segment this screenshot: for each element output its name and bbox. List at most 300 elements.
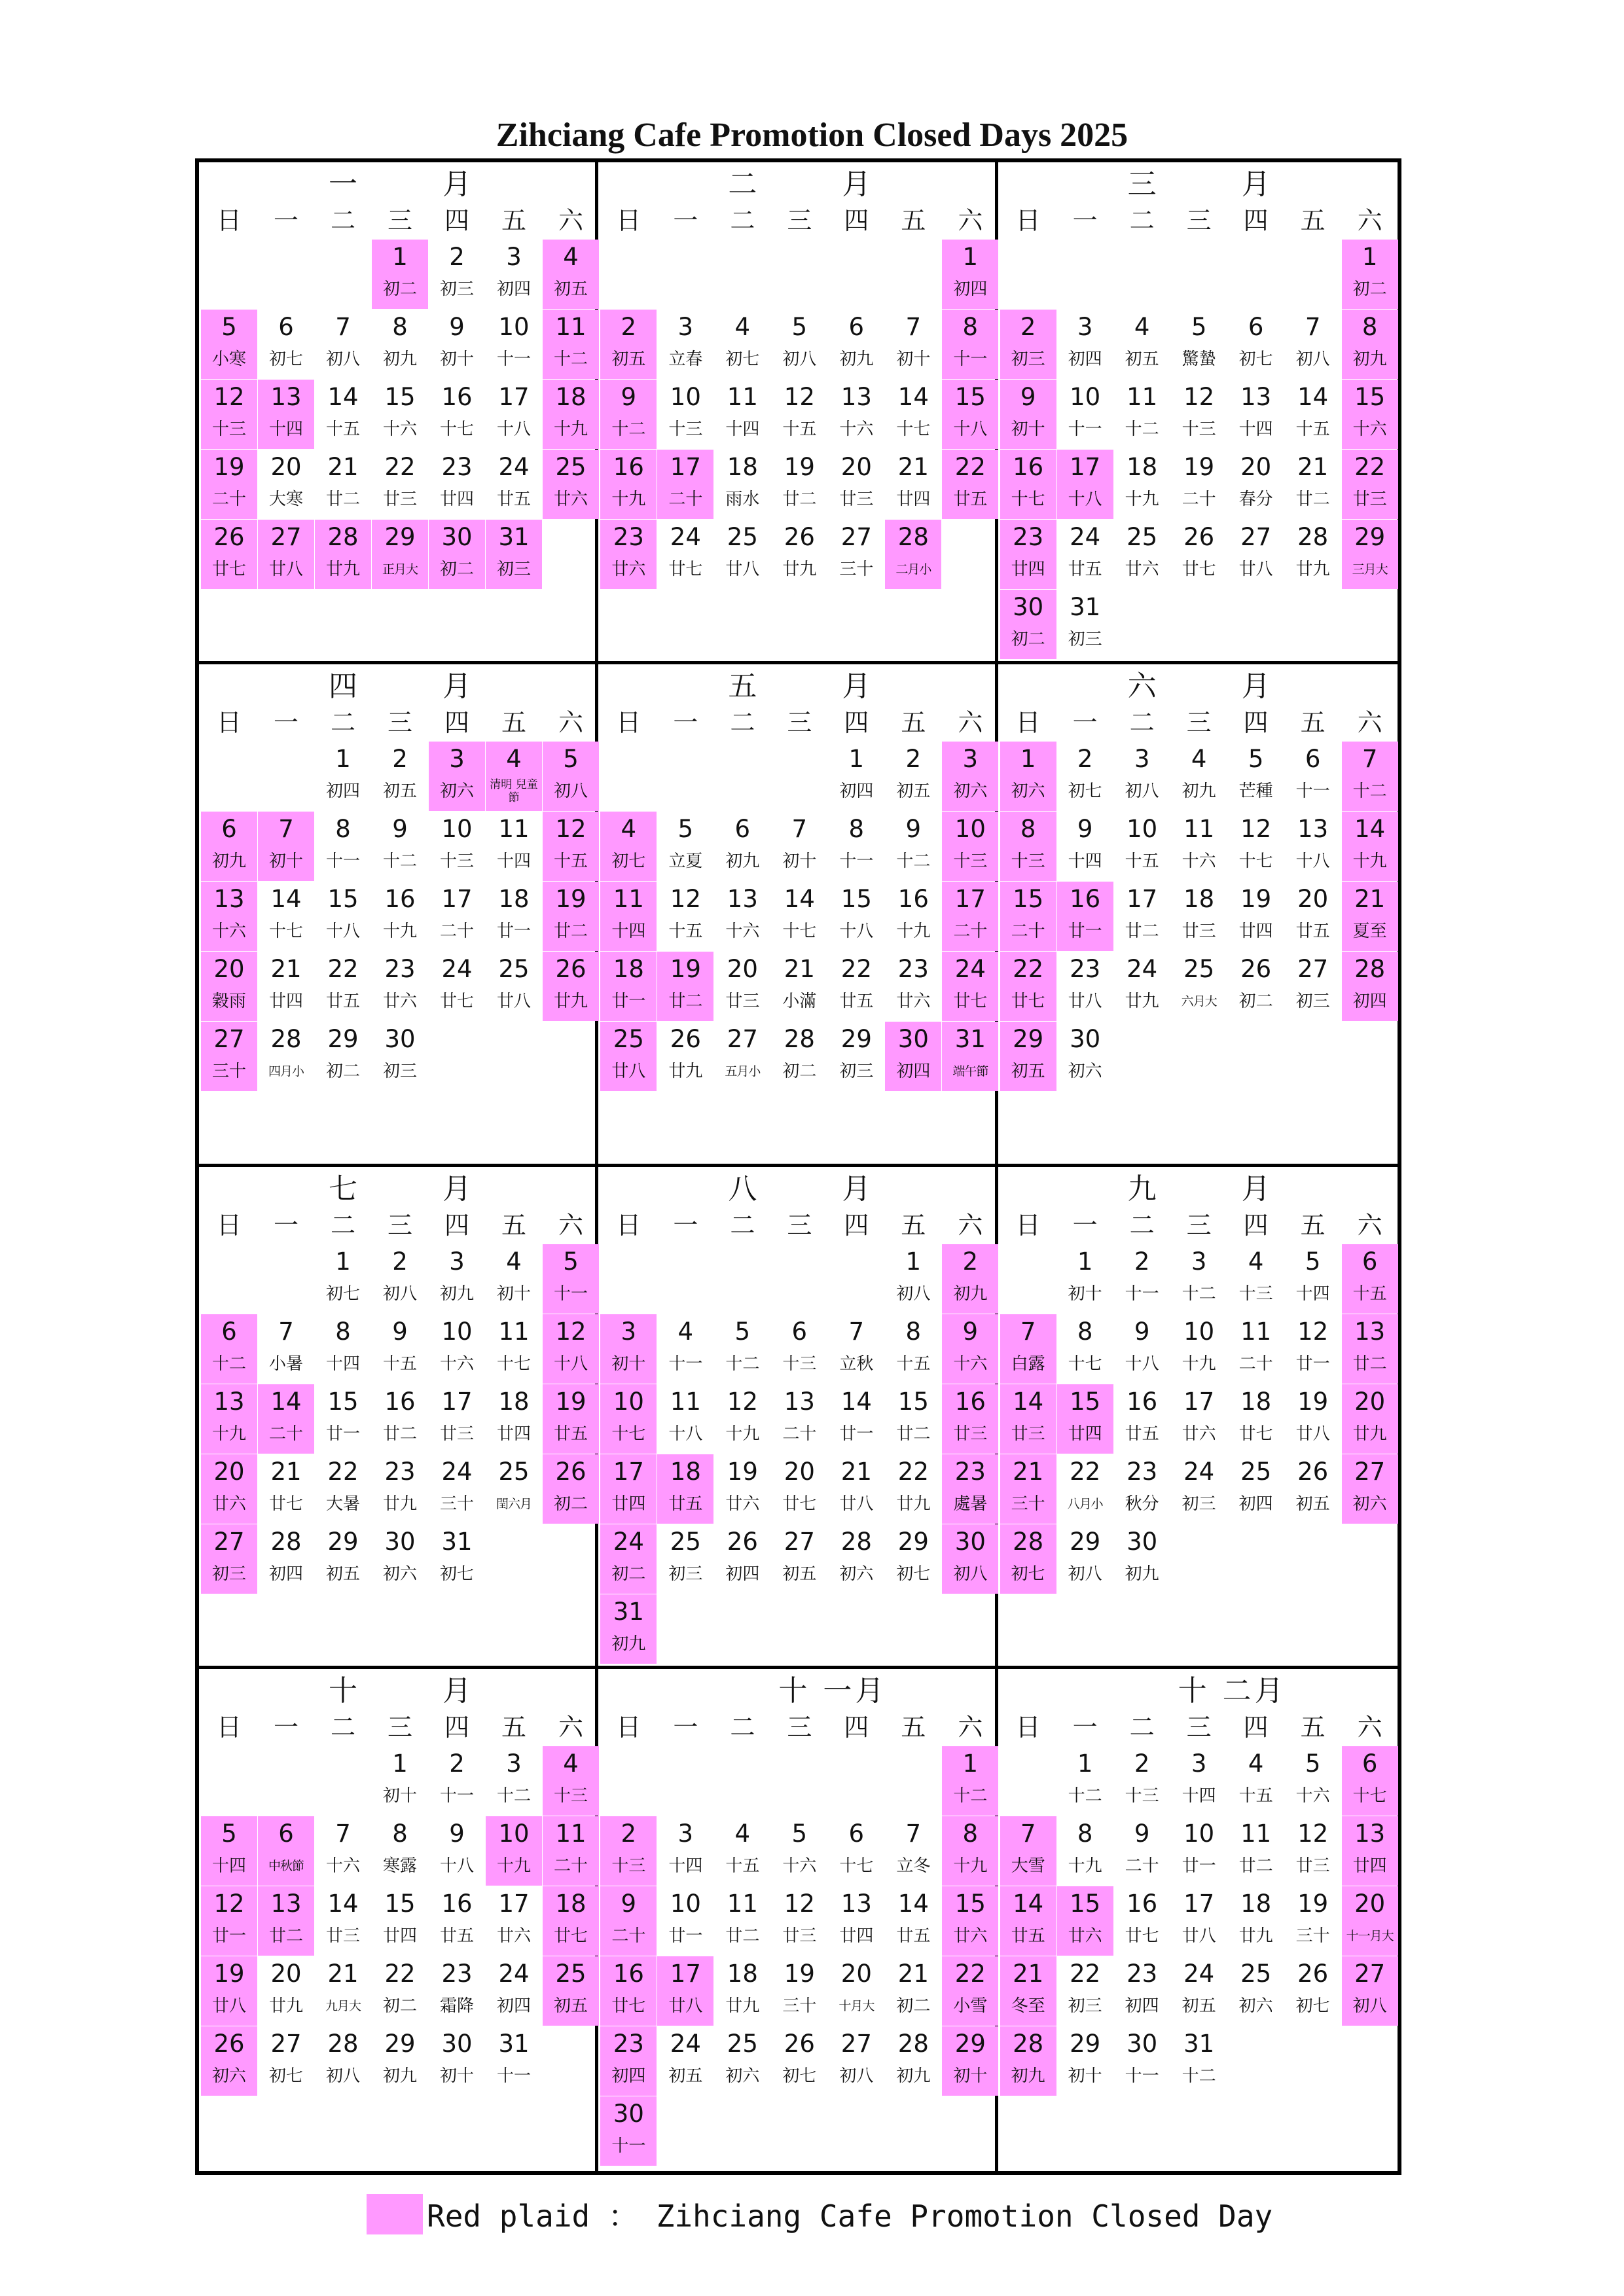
- lunar-date: 初十: [1011, 420, 1045, 439]
- lunar-date: 初十: [782, 852, 817, 872]
- lunar-date: 廿四: [1352, 1856, 1387, 1876]
- day-cell: [1285, 1244, 1341, 1314]
- day-number: 2: [1020, 313, 1036, 341]
- month-title: [199, 166, 595, 203]
- day-cell-closed: [201, 1524, 257, 1594]
- lunar-date: 廿七: [668, 560, 703, 579]
- day-number: 16: [1127, 1387, 1158, 1416]
- day-number: 30: [1127, 1527, 1158, 1556]
- weekday-label: 二: [330, 1712, 355, 1742]
- weekday-label: 日: [1015, 1210, 1041, 1240]
- weekday-header: [199, 203, 595, 238]
- month-10: [199, 1669, 598, 2171]
- day-number: 24: [441, 1457, 473, 1486]
- day-number: 15: [327, 885, 359, 914]
- day-cell: [1228, 1956, 1284, 2026]
- day-cell-closed: [201, 882, 257, 951]
- day-number: 29: [1013, 1025, 1044, 1054]
- lunar-date: 十五: [382, 1354, 417, 1374]
- weekday-label: 三: [787, 206, 812, 235]
- lunar-date: 初七: [1068, 781, 1102, 802]
- legend-text: Red plaid ： Zihciang Cafe Promotion Closed Day: [427, 2198, 1273, 2234]
- weekday-label: 三: [387, 1712, 412, 1742]
- day-cell: [429, 1886, 485, 1956]
- weekday-label: 四: [844, 206, 869, 235]
- lunar-date: 初二: [782, 1062, 817, 1082]
- day-cell: [1171, 1384, 1227, 1454]
- weekday-label: 五: [901, 1712, 926, 1742]
- day-number: 16: [613, 453, 644, 481]
- lunar-date: 十二: [953, 1785, 988, 1806]
- day-cell: [372, 952, 428, 1021]
- weekday-header: [199, 705, 595, 740]
- day-number: 13: [213, 885, 245, 914]
- weekday-label: 六: [558, 206, 583, 235]
- day-number: 4: [563, 243, 579, 271]
- lunar-date: 十二: [553, 350, 588, 369]
- day-cell-closed: [1342, 1746, 1398, 1816]
- lunar-date: 十八: [325, 922, 360, 942]
- lunar-date: 十六: [953, 1354, 988, 1374]
- lunar-date: 十九: [1125, 490, 1159, 509]
- lunar-date: 十二: [1068, 1785, 1102, 1806]
- lunar-date: 十七: [439, 420, 474, 439]
- lunar-date: 廿二: [325, 490, 360, 509]
- day-number: 29: [897, 1527, 929, 1556]
- day-number: 3: [1134, 745, 1150, 774]
- day-cell-closed: [315, 520, 371, 589]
- day-number: 5: [563, 745, 579, 774]
- day-number: 26: [727, 1527, 758, 1556]
- day-number: 18: [613, 955, 644, 984]
- lunar-date: 廿九: [1125, 992, 1159, 1012]
- lunar-date: 白露: [1011, 1354, 1045, 1374]
- lunar-date: 春分: [1238, 490, 1273, 509]
- day-cell: [315, 1022, 371, 1091]
- day-number: 7: [1362, 745, 1378, 774]
- day-cell: [714, 1022, 770, 1091]
- day-number: 24: [498, 453, 530, 481]
- day-cell-closed: [600, 2026, 657, 2096]
- day-cell-closed: [201, 310, 257, 379]
- day-cell: [1057, 380, 1113, 449]
- day-number: 30: [384, 1527, 416, 1556]
- month-12: [998, 1669, 1398, 2171]
- lunar-date: 初十: [953, 2066, 988, 2086]
- day-cell: [828, 1454, 884, 1524]
- day-cell: [1057, 1746, 1113, 1816]
- lunar-date: 十八: [953, 420, 988, 439]
- day-cell-closed: [1000, 1886, 1056, 1956]
- month-title: [598, 668, 994, 705]
- lunar-date: 廿八: [1238, 560, 1273, 579]
- day-cell: [828, 882, 884, 951]
- day-number: 9: [621, 1889, 637, 1918]
- day-cell: [486, 380, 542, 449]
- lunar-date: 十三: [782, 1354, 817, 1374]
- lunar-date: 廿五: [668, 1494, 703, 1514]
- day-cell: [1171, 2026, 1227, 2096]
- lunar-date: 初五: [1011, 1062, 1045, 1082]
- day-number: 1: [392, 1749, 408, 1778]
- lunar-date: 十四: [725, 420, 760, 439]
- lunar-date: 廿九: [896, 1494, 931, 1514]
- day-number: 13: [840, 383, 872, 411]
- day-number: 7: [278, 1317, 294, 1346]
- lunar-date: 十二: [211, 1354, 246, 1374]
- day-cell: [1114, 310, 1170, 379]
- lunar-date: 立秋: [839, 1354, 874, 1374]
- day-number: 4: [734, 313, 751, 341]
- day-number: 22: [327, 1457, 359, 1486]
- day-cell-closed: [942, 450, 998, 519]
- day-cell: [1057, 742, 1113, 811]
- day-number: 26: [784, 2029, 815, 2058]
- lunar-date: 初七: [896, 1564, 931, 1584]
- lunar-date: 初二: [1352, 279, 1387, 299]
- day-cell: [828, 1384, 884, 1454]
- day-number: 6: [791, 1317, 808, 1346]
- day-cell: [885, 1816, 941, 1886]
- day-cell: [885, 1956, 941, 2026]
- lunar-date: 十八: [496, 420, 531, 439]
- lunar-date: 廿八: [1068, 992, 1102, 1012]
- lunar-date: 初四: [953, 279, 988, 299]
- day-cell: [1285, 380, 1341, 449]
- day-number: 30: [441, 2029, 473, 2058]
- lunar-date: 十四: [211, 1856, 246, 1876]
- day-number: 21: [897, 453, 929, 481]
- day-number: 20: [1354, 1387, 1386, 1416]
- lunar-date: 廿六: [725, 1494, 760, 1514]
- weekday-label: 二: [330, 1210, 355, 1240]
- day-number: 30: [897, 1025, 929, 1054]
- day-number: 12: [555, 815, 586, 844]
- lunar-date: 初二: [611, 1564, 646, 1584]
- day-cell: [1285, 450, 1341, 519]
- day-cell-closed: [201, 952, 257, 1021]
- lunar-date: 初三: [668, 1564, 703, 1584]
- day-cell-closed: [942, 1816, 998, 1886]
- day-cell: [1114, 1454, 1170, 1524]
- weekday-label: 六: [558, 1210, 583, 1240]
- lunar-date: 廿七: [782, 1494, 817, 1514]
- weekday-label: 一: [673, 1210, 698, 1240]
- day-cell: [429, 380, 485, 449]
- lunar-date: 廿五: [325, 992, 360, 1012]
- day-cell: [1171, 1244, 1227, 1314]
- lunar-date: 十六: [1182, 852, 1216, 872]
- day-cell: [714, 310, 770, 379]
- day-number: 19: [784, 453, 815, 481]
- day-cell: [1228, 1384, 1284, 1454]
- day-number: 5: [791, 1819, 808, 1848]
- day-cell: [1057, 1956, 1113, 2026]
- day-number: 11: [727, 1889, 758, 1918]
- lunar-date: 初八: [839, 2066, 874, 2086]
- day-number: 8: [962, 313, 979, 341]
- day-cell-closed: [600, 1956, 657, 2026]
- weekday-label: 五: [1300, 708, 1326, 738]
- day-number: 11: [670, 1387, 701, 1416]
- lunar-date: 廿六: [553, 490, 588, 509]
- day-number: 24: [954, 955, 986, 984]
- day-cell-closed: [1000, 450, 1056, 519]
- day-cell: [1285, 310, 1341, 379]
- day-cell: [258, 952, 314, 1021]
- month-title: [998, 166, 1398, 203]
- day-number: 11: [555, 313, 586, 341]
- day-cell: [771, 1022, 827, 1091]
- lunar-date: 小暑: [268, 1354, 303, 1374]
- lunar-date: 十九: [953, 1856, 988, 1876]
- day-cell: [771, 1454, 827, 1524]
- day-number: 2: [1134, 1749, 1150, 1778]
- day-number: 23: [1013, 523, 1044, 551]
- day-number: 23: [1127, 1457, 1158, 1486]
- weekday-label: 一: [1072, 708, 1098, 738]
- lunar-date: 寒露: [382, 1856, 417, 1876]
- weekday-header: [598, 705, 994, 740]
- day-number: 18: [1240, 1387, 1272, 1416]
- day-cell: [1171, 812, 1227, 881]
- day-cell: [885, 1454, 941, 1524]
- lunar-date: 初六: [1238, 1996, 1273, 2016]
- day-number: 12: [213, 1889, 245, 1918]
- day-cell-closed: [1342, 1384, 1398, 1454]
- day-number: 24: [670, 523, 701, 551]
- day-cell-closed: [600, 1816, 657, 1886]
- month-title-char: 十: [1178, 1674, 1207, 1708]
- lunar-date: 二十: [782, 1424, 817, 1444]
- weekday-label: 六: [558, 708, 583, 738]
- day-number: 27: [270, 2029, 302, 2058]
- day-number: 21: [327, 1959, 359, 1988]
- day-cell: [315, 2026, 371, 2096]
- weekday-label: 六: [958, 1210, 983, 1240]
- lunar-date: 十一月大: [1346, 1928, 1394, 1943]
- day-cell: [372, 380, 428, 449]
- day-cell-closed: [600, 812, 657, 881]
- day-number: 13: [1297, 815, 1329, 844]
- day-cell: [429, 952, 485, 1021]
- legend: [367, 2191, 1272, 2237]
- lunar-date: 初七: [611, 852, 646, 872]
- day-cell: [1114, 450, 1170, 519]
- lunar-date: 廿三: [325, 1926, 360, 1946]
- day-number: 18: [555, 383, 586, 411]
- lunar-date: 十四: [1182, 1785, 1216, 1806]
- lunar-date: 初十: [496, 1283, 531, 1304]
- day-cell-closed: [1342, 1244, 1398, 1314]
- month-title: [199, 1673, 595, 1710]
- lunar-date: 廿九: [325, 560, 360, 579]
- lunar-date: 十三: [611, 1856, 646, 1876]
- day-cell: [429, 2026, 485, 2096]
- day-number: 9: [962, 1317, 979, 1346]
- day-cell-closed: [600, 2096, 657, 2166]
- lunar-date: 初七: [1238, 350, 1273, 369]
- day-number: 17: [613, 1457, 644, 1486]
- day-cell-closed: [1000, 2026, 1056, 2096]
- day-cell-closed: [1000, 1956, 1056, 2026]
- day-number: 9: [905, 815, 922, 844]
- weekday-label: 六: [958, 1712, 983, 1742]
- day-number: 25: [727, 523, 758, 551]
- lunar-date: 初四: [1125, 1996, 1159, 2016]
- lunar-date: 廿六: [1182, 1424, 1216, 1444]
- lunar-date: 初五: [782, 1564, 817, 1584]
- day-number: 25: [498, 1457, 530, 1486]
- day-number: 9: [1134, 1819, 1150, 1848]
- day-cell: [885, 882, 941, 951]
- lunar-date: 初二: [382, 1996, 417, 2016]
- lunar-date: 十二: [1182, 2066, 1216, 2086]
- day-cell-closed: [543, 310, 599, 379]
- month-9: [998, 1167, 1398, 1669]
- day-number: 2: [621, 313, 637, 341]
- day-cell: [771, 1524, 827, 1594]
- day-cell: [1171, 742, 1227, 811]
- day-cell-closed: [201, 520, 257, 589]
- day-cell-closed: [1342, 1886, 1398, 1956]
- day-cell: [315, 882, 371, 951]
- lunar-date: 廿九: [668, 1062, 703, 1082]
- lunar-date: 初五: [1295, 1494, 1330, 1514]
- day-number: 30: [441, 523, 473, 551]
- day-cell: [771, 882, 827, 951]
- lunar-date: 初四: [1238, 1494, 1273, 1514]
- weekday-label: 日: [216, 1712, 242, 1742]
- lunar-date: 廿一: [496, 922, 531, 942]
- day-number: 8: [392, 313, 408, 341]
- day-cell: [486, 310, 542, 379]
- lunar-date: 初四: [496, 279, 531, 299]
- day-cell: [315, 1244, 371, 1314]
- day-number: 6: [1305, 745, 1321, 774]
- lunar-date: 十五: [325, 420, 360, 439]
- day-number: 28: [897, 523, 929, 551]
- day-number: 21: [270, 955, 302, 984]
- weekday-label: 三: [1186, 1712, 1212, 1742]
- day-cell: [885, 1524, 941, 1594]
- lunar-date: 初十: [439, 350, 474, 369]
- day-cell: [657, 1816, 713, 1886]
- lunar-date: 初二: [553, 1494, 588, 1514]
- day-number: 19: [555, 885, 586, 914]
- lunar-date: 四月小: [268, 1064, 304, 1079]
- day-number: 15: [954, 383, 986, 411]
- day-number: 6: [278, 313, 294, 341]
- day-cell-closed: [201, 1816, 257, 1886]
- day-cell-closed: [600, 1314, 657, 1384]
- lunar-date: 廿六: [953, 1926, 988, 1946]
- lunar-date: 初八: [325, 2066, 360, 2086]
- day-cell: [828, 1524, 884, 1594]
- day-cell: [1114, 1384, 1170, 1454]
- lunar-date: 廿七: [268, 1494, 303, 1514]
- day-number: 25: [1240, 1457, 1272, 1486]
- day-number: 16: [1013, 453, 1044, 481]
- lunar-date: 十九: [896, 922, 931, 942]
- day-cell: [429, 1454, 485, 1524]
- lunar-date: 十一: [325, 852, 360, 872]
- lunar-date: 十八: [1295, 852, 1330, 872]
- weekday-label: 四: [844, 1210, 869, 1240]
- day-cell-closed: [600, 520, 657, 589]
- day-number: 3: [1077, 313, 1093, 341]
- day-number: 31: [441, 1527, 473, 1556]
- day-cell-closed: [543, 1956, 599, 2026]
- day-cell: [714, 1384, 770, 1454]
- month-title-char: 四: [329, 670, 357, 704]
- day-cell: [429, 450, 485, 519]
- weekday-label: 三: [387, 1210, 412, 1240]
- weekday-label: 二: [1129, 206, 1155, 235]
- day-number: 2: [392, 1247, 408, 1276]
- month-title-char: 一: [329, 168, 357, 201]
- day-number: 23: [441, 1959, 473, 1988]
- day-number: 24: [498, 1959, 530, 1988]
- day-cell-closed: [543, 1454, 599, 1524]
- day-cell: [714, 1816, 770, 1886]
- day-number: 24: [670, 2029, 701, 2058]
- day-cell: [1285, 952, 1341, 1021]
- lunar-date: 二十: [953, 922, 988, 942]
- day-cell-closed: [942, 952, 998, 1021]
- lunar-date: 十五: [1238, 1785, 1273, 1806]
- day-cell: [1114, 1956, 1170, 2026]
- lunar-date: 廿五: [1295, 922, 1330, 942]
- lunar-date: 十七: [1011, 490, 1045, 509]
- day-number: 27: [727, 1025, 758, 1054]
- day-cell: [1057, 1022, 1113, 1091]
- day-number: 20: [213, 1457, 245, 1486]
- day-cell: [714, 882, 770, 951]
- lunar-date: 十一: [1295, 781, 1330, 802]
- day-number: 15: [840, 885, 872, 914]
- day-cell-closed: [1000, 812, 1056, 881]
- day-number: 8: [1362, 313, 1378, 341]
- day-cell: [828, 520, 884, 589]
- lunar-date: 二十: [1011, 922, 1045, 942]
- lunar-date: 十五: [553, 852, 588, 872]
- day-number: 12: [784, 1889, 815, 1918]
- day-number: 24: [441, 955, 473, 984]
- lunar-date: 十月大: [839, 1998, 875, 2013]
- day-cell: [771, 1314, 827, 1384]
- lunar-date: 初九: [382, 350, 417, 369]
- lunar-date: 廿二: [782, 490, 817, 509]
- month-6: [998, 664, 1398, 1166]
- day-number: 7: [1305, 313, 1321, 341]
- lunar-date: 十一: [839, 852, 874, 872]
- day-number: 29: [384, 2029, 416, 2058]
- day-number: 15: [384, 383, 416, 411]
- lunar-date: 廿八: [211, 1996, 246, 2016]
- day-number: 18: [498, 1387, 530, 1416]
- day-number: 31: [498, 523, 530, 551]
- lunar-date: 十八: [1125, 1354, 1159, 1374]
- weekday-label: 三: [387, 708, 412, 738]
- lunar-date: 廿三: [1011, 1424, 1045, 1444]
- lunar-date: 二十: [211, 490, 246, 509]
- lunar-date: 初九: [382, 2066, 417, 2086]
- day-cell-closed: [201, 380, 257, 449]
- day-cell: [828, 1022, 884, 1091]
- day-number: 18: [498, 885, 530, 914]
- day-cell-closed: [543, 1886, 599, 1956]
